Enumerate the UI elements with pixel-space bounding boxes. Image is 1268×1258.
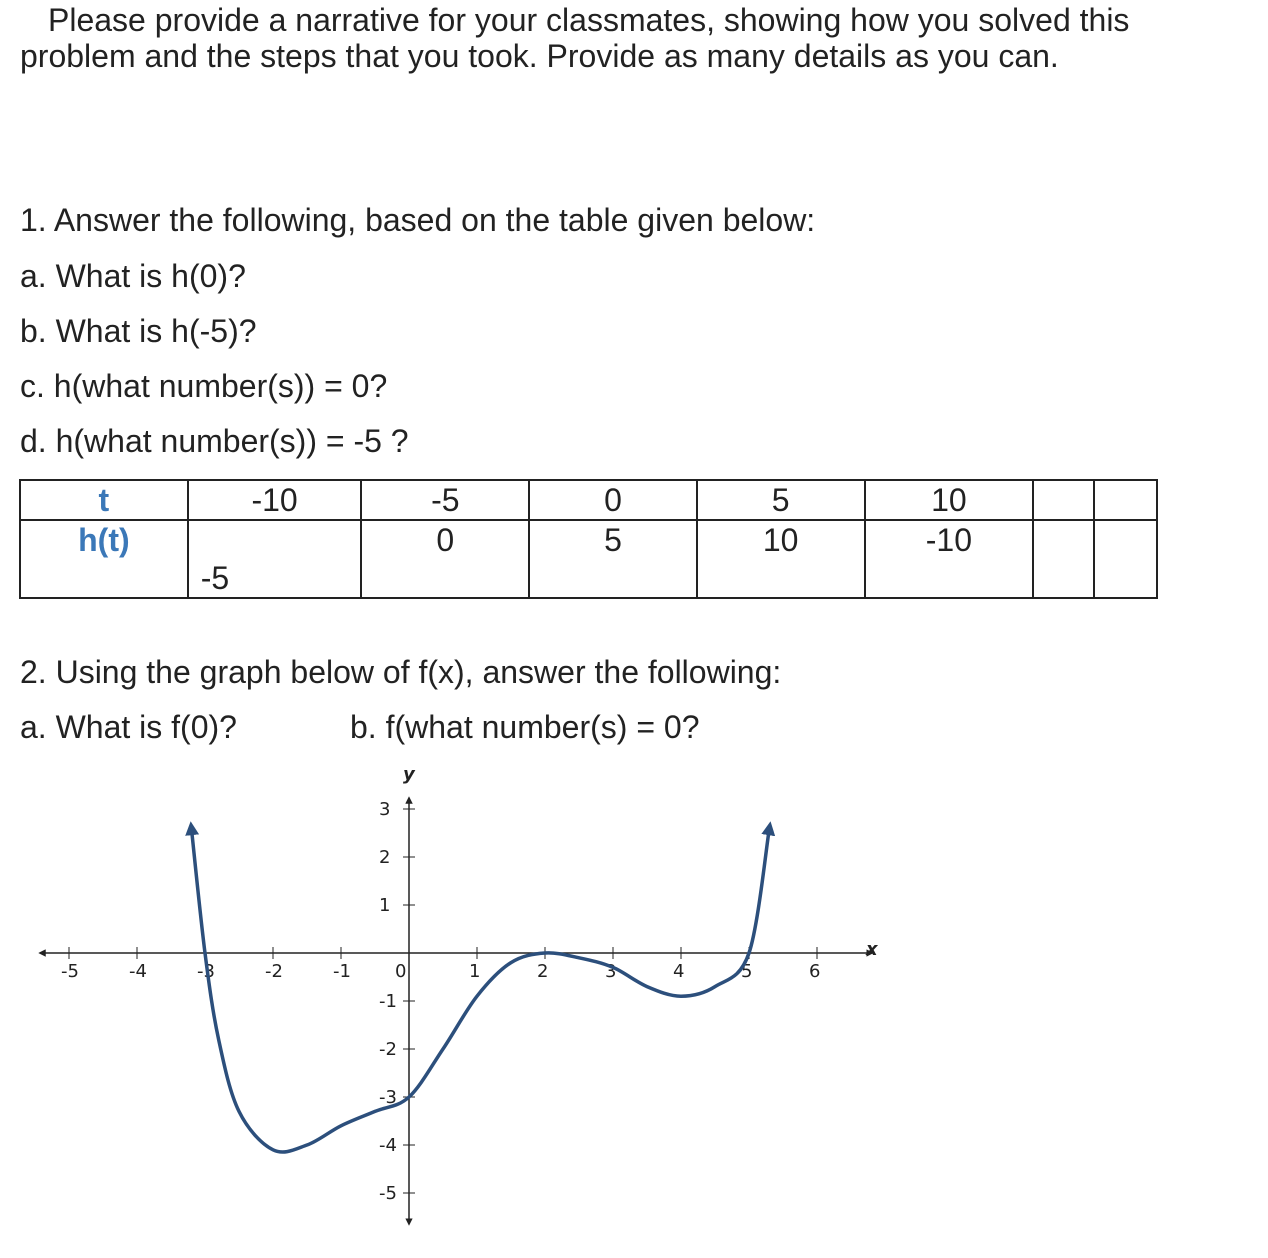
instructions bbox=[20, 2, 1129, 74]
table-cell-empty bbox=[1094, 520, 1157, 598]
y-tick-label: -3 bbox=[379, 1087, 397, 1108]
table-cell: 0 bbox=[529, 480, 697, 520]
question-2-prompt: 2. Using the graph below of f(x), answer the following: bbox=[20, 654, 782, 690]
question-1-prompt: 1. Answer the following, based on the table given below: bbox=[20, 202, 816, 238]
table-cell-empty bbox=[1033, 480, 1094, 520]
y-tick-label: -2 bbox=[379, 1039, 397, 1060]
table-cell: -10 bbox=[865, 520, 1034, 598]
question-1d: d. h(what number(s)) = -5 ? bbox=[20, 423, 409, 459]
row-label-t: t bbox=[20, 480, 188, 520]
table-cell-value: -5 bbox=[200, 560, 230, 596]
table-cell: -5 bbox=[361, 480, 529, 520]
x-tick-label: 4 bbox=[673, 961, 685, 982]
table-cell: 5 bbox=[529, 520, 697, 598]
table-cell bbox=[188, 520, 362, 598]
x-tick-label: 1 bbox=[469, 961, 481, 982]
x-tick-label: -1 bbox=[333, 961, 351, 982]
x-tick-label: 2 bbox=[537, 961, 549, 982]
instructions-line-2: problem and the steps that you took. Provide as many details as you can. bbox=[20, 38, 1059, 74]
table-row-h bbox=[20, 520, 1157, 598]
x-tick-label: 0 bbox=[395, 961, 407, 982]
function-graph bbox=[0, 760, 900, 1240]
function-table bbox=[19, 479, 1158, 599]
table-cell: -10 bbox=[188, 480, 362, 520]
y-tick-label: -1 bbox=[379, 991, 397, 1012]
y-tick-label: 1 bbox=[379, 895, 391, 916]
x-tick-label: 5 bbox=[741, 961, 753, 982]
x-tick-label: -4 bbox=[129, 961, 147, 982]
row-label-h: h(t) bbox=[20, 520, 188, 598]
y-tick-label: 2 bbox=[379, 847, 391, 868]
x-tick-label: 3 bbox=[605, 961, 617, 982]
question-1a: a. What is h(0)? bbox=[20, 258, 246, 294]
question-1b: b. What is h(-5)? bbox=[20, 313, 257, 349]
x-axis-label: x bbox=[866, 939, 878, 960]
y-tick-label: -4 bbox=[379, 1135, 397, 1156]
x-tick-label: -3 bbox=[197, 961, 215, 982]
table-cell: 10 bbox=[697, 520, 865, 598]
question-2b: b. f(what number(s) = 0? bbox=[350, 709, 700, 745]
instructions-line-1: Please provide a narrative for your classmates, showing how you solved this bbox=[48, 2, 1130, 38]
x-tick-label: 6 bbox=[809, 961, 821, 982]
table-cell: 5 bbox=[697, 480, 865, 520]
table-cell-empty bbox=[1033, 520, 1094, 598]
y-tick-label: 3 bbox=[379, 799, 391, 820]
table-cell: 10 bbox=[865, 480, 1034, 520]
question-1c: c. h(what number(s)) = 0? bbox=[20, 368, 388, 404]
x-tick-label: -5 bbox=[61, 961, 79, 982]
y-tick-label: -5 bbox=[379, 1183, 397, 1204]
question-2a: a. What is f(0)? bbox=[20, 709, 237, 745]
y-axis-label: y bbox=[403, 764, 415, 785]
function-curve bbox=[191, 828, 769, 1152]
table-cell: 0 bbox=[361, 520, 529, 598]
table-row-t bbox=[20, 480, 1157, 520]
table-cell-empty bbox=[1094, 480, 1157, 520]
x-tick-label: -2 bbox=[265, 961, 283, 982]
